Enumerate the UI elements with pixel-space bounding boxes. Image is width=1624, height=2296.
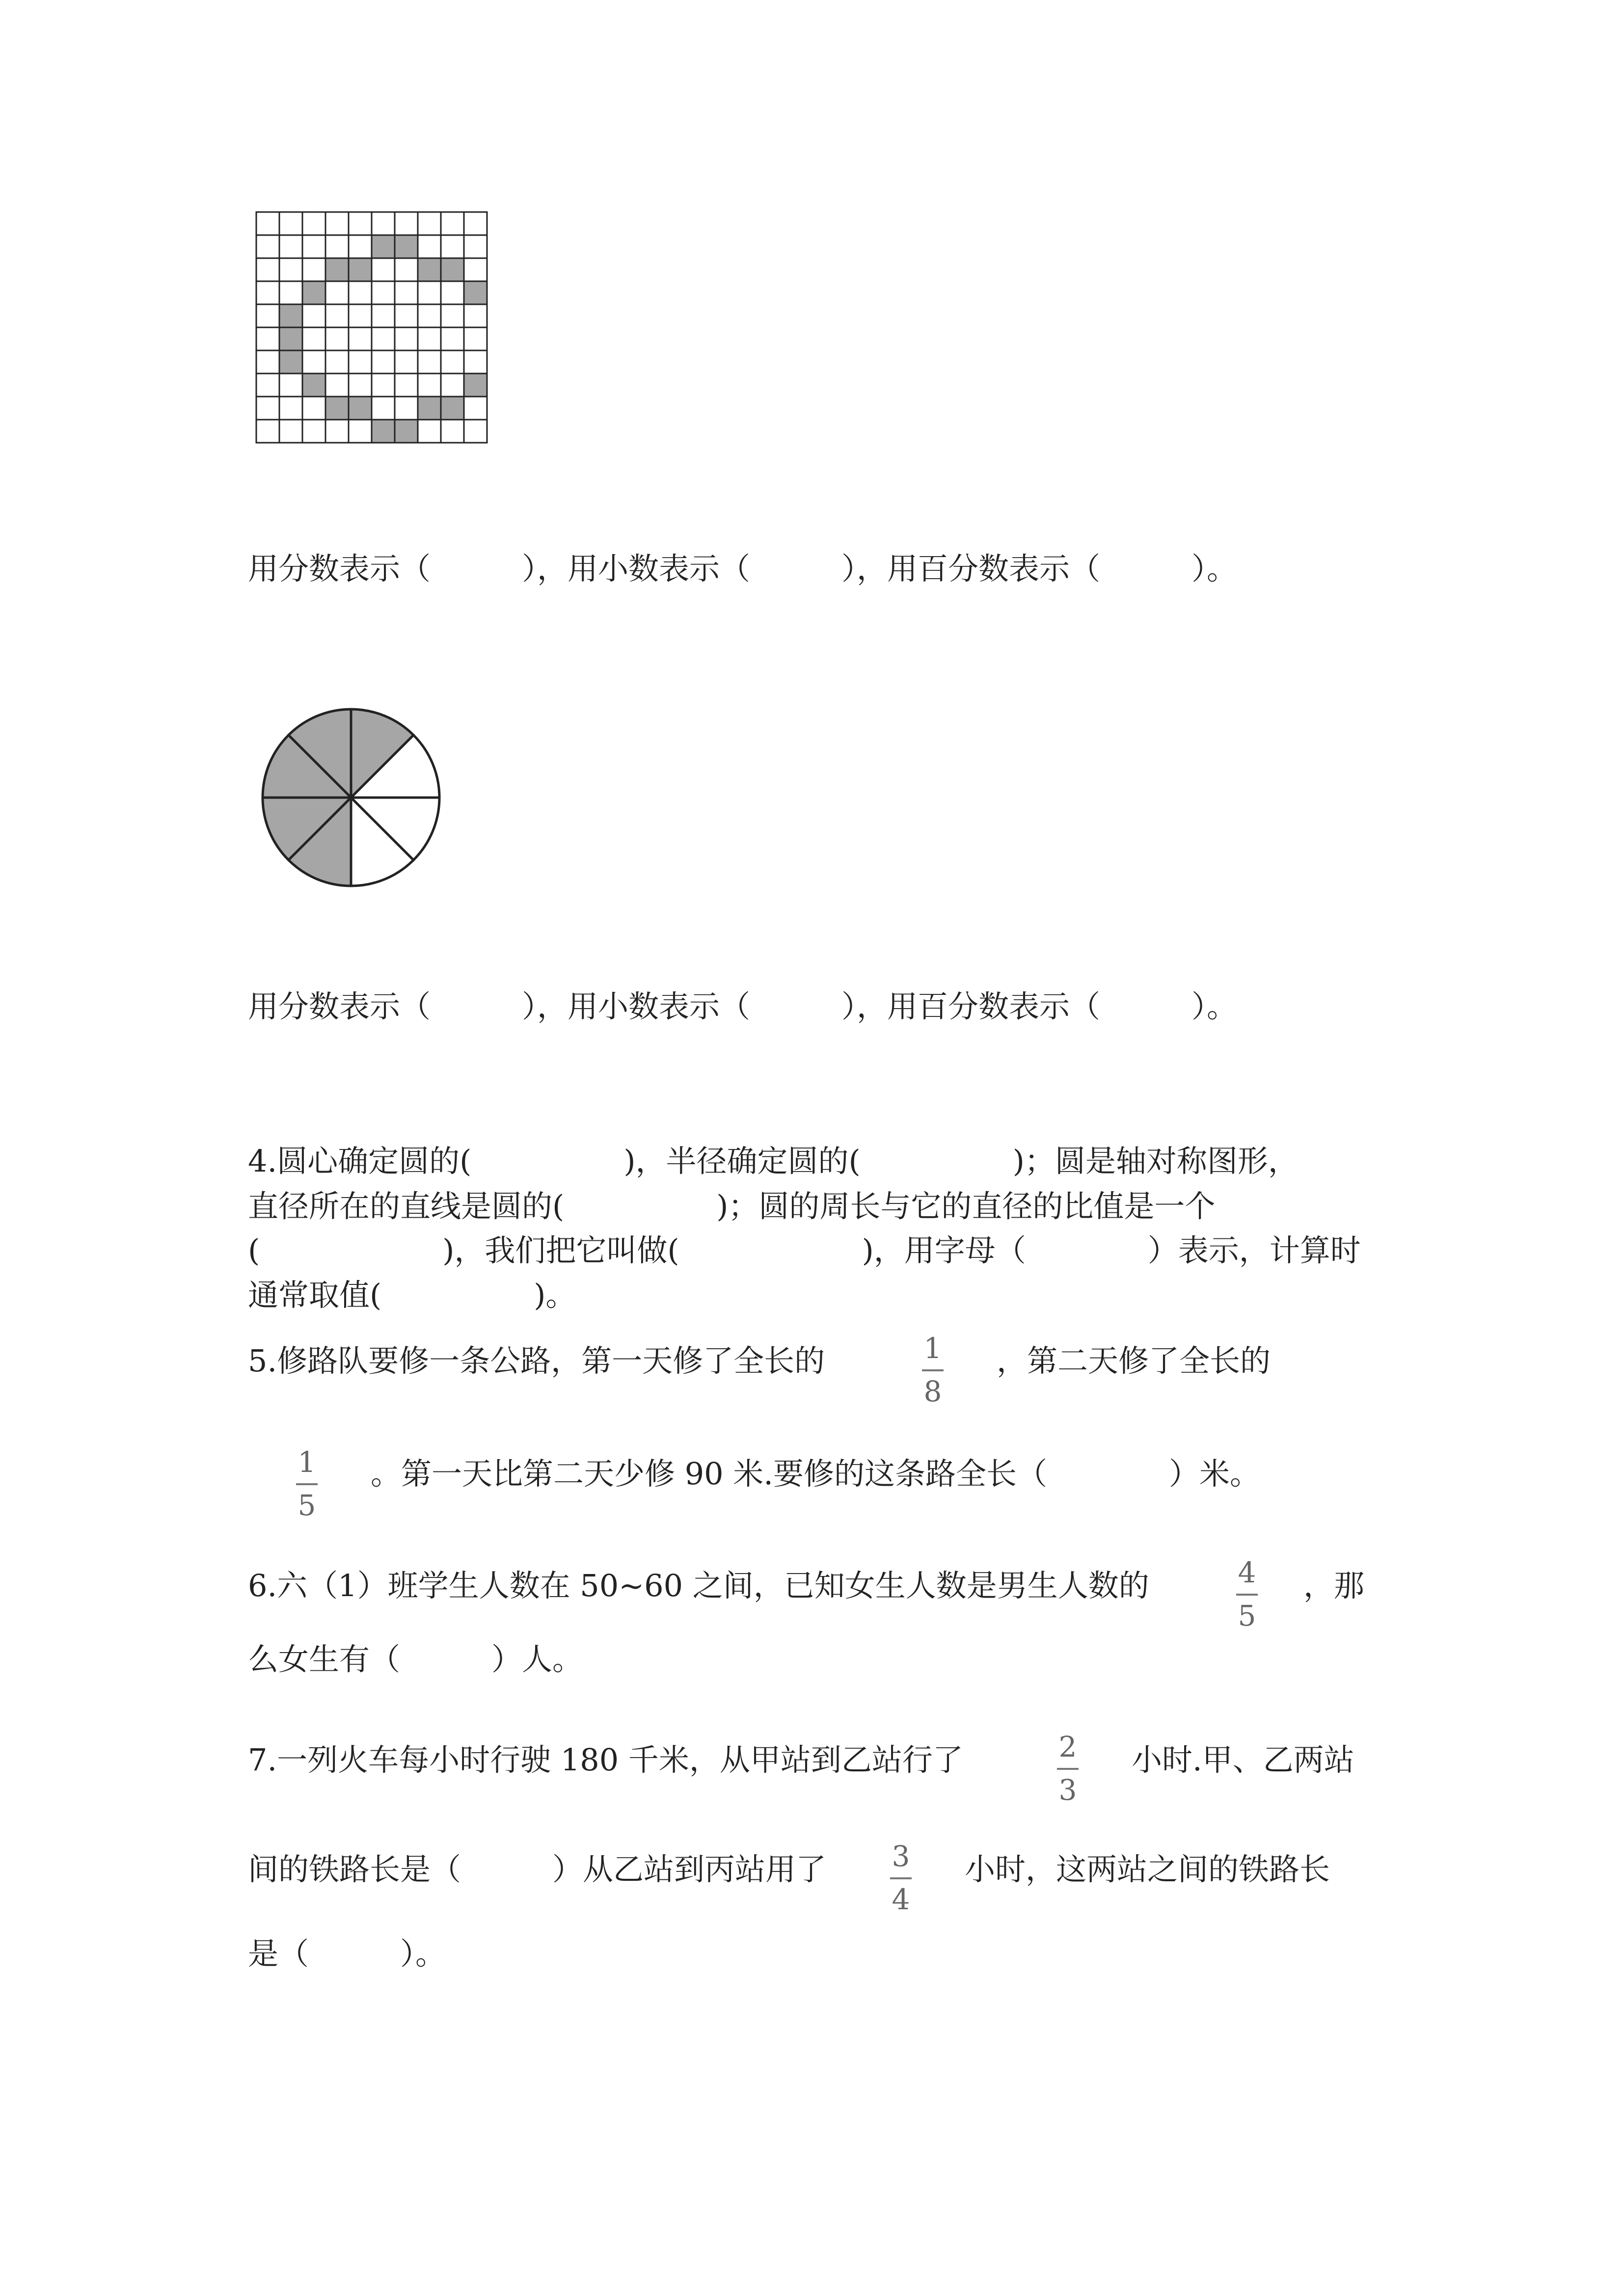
q5-fraction-1-8 [913,1334,952,1406]
grid-cell [418,235,441,258]
grid-cell-shaded [441,258,464,281]
grid-cell [302,212,325,235]
grid-cell [279,212,302,235]
grid-cell [302,258,325,281]
grid-cell [372,304,395,327]
grid-cell [279,374,302,397]
q4-line-2: 直径所在的直线是圆的( )；圆的周长与它的直径的比值是一个 [248,1188,1216,1224]
q4-line-1: 4.圆心确定圆的( )，半径确定圆的( )；圆是轴对称图形， [248,1143,1299,1179]
fraction-numerator: 3 [892,1840,910,1873]
fraction-bar [1236,1594,1258,1596]
grid-cell [372,281,395,304]
q6-fraction-4-5 [1227,1558,1267,1630]
q6-line-1a: 6.六（1）班学生人数在 50~60 之间，已知女生人数是男生人数的 [248,1568,1149,1603]
grid-cell-shaded [349,397,372,420]
grid-cell [464,212,487,235]
grid-cell [279,420,302,443]
grid-cell [372,350,395,374]
grid-cell [256,281,279,304]
grid-cell [349,212,372,235]
grid-cell [464,235,487,258]
grid-cell [395,327,418,350]
grid-cell [418,374,441,397]
grid-cell [418,281,441,304]
grid-cell [464,258,487,281]
q3-fill-blank-text: 用分数表示（ ），用小数表示（ ），用百分数表示（ ）。 [248,988,1238,1024]
grid-cell [302,304,325,327]
q4-line-3: ( )，我们把它叫做( )，用字母（ ）表示，计算时 [248,1232,1361,1268]
grid-cell [349,374,372,397]
q7-fraction-2-3 [1048,1730,1087,1807]
grid-cell-shaded [395,235,418,258]
grid-cell [372,374,395,397]
grid-cell [256,235,279,258]
grid-cell [395,212,418,235]
grid-cell [349,420,372,443]
grid-cell [441,350,464,374]
grid-cell-shaded [464,281,487,304]
fraction-numerator: 2 [1058,1730,1077,1763]
grid-cell [325,212,349,235]
grid-cell [256,304,279,327]
q6-line-2: 么女生有（ ）人。 [248,1641,583,1677]
grid-cell [441,327,464,350]
shaded-grid-figure [254,210,529,465]
grid-cell [325,235,349,258]
grid-cell [279,258,302,281]
fraction-bar [922,1369,944,1371]
grid-cell [325,350,349,374]
q6-line-1b: ，那 [1303,1568,1365,1603]
grid-cell-shaded [325,258,349,281]
grid-cell [325,374,349,397]
fraction-bar [296,1483,318,1485]
grid-cell [441,374,464,397]
grid-cell [256,327,279,350]
q7-line-2b: 小时，这两站之间的铁路长 [965,1851,1330,1887]
grid-cell-shaded [325,397,349,420]
grid-cell-shaded [302,374,325,397]
grid-cell [372,258,395,281]
grid-cell [256,258,279,281]
grid-cell [256,212,279,235]
grid-cell-shaded [279,350,302,374]
grid-cell [325,304,349,327]
grid-cell [395,304,418,327]
fraction-denominator: 5 [298,1489,316,1522]
grid-cell [279,235,302,258]
grid-cell [349,350,372,374]
q5-line-1b: ，第二天修了全长的 [997,1343,1271,1379]
grid-cell [418,420,441,443]
grid-cell [441,304,464,327]
grid-cell-shaded [372,420,395,443]
fraction-numerator: 1 [298,1445,316,1479]
grid-cell [256,397,279,420]
grid-cell [256,420,279,443]
grid-cell [372,327,395,350]
fraction-numerator: 4 [1238,1556,1256,1589]
grid-cell [302,235,325,258]
grid-cell-shaded [302,281,325,304]
grid-cell [325,281,349,304]
grid-cell [279,397,302,420]
grid-cell [302,327,325,350]
grid-cell [302,420,325,443]
grid-cell [418,304,441,327]
grid-cell [395,374,418,397]
grid-cell [441,420,464,443]
grid-cell [418,212,441,235]
grid-cell-shaded [464,374,487,397]
grid-cell [349,235,372,258]
grid-cell [279,281,302,304]
fraction-denominator: 8 [923,1375,942,1408]
grid-cell [395,281,418,304]
grid-cell [464,327,487,350]
fraction-bar [890,1877,912,1879]
q5-line-2: 。第一天比第二天少修 90 米.要修的这条路全长（ ）米。 [371,1456,1261,1492]
q5-line-1a: 5.修路队要修一条公路，第一天修了全长的 [248,1343,825,1379]
grid-cell-shaded [279,327,302,350]
q2-fill-blank-text: 用分数表示（ ），用小数表示（ ），用百分数表示（ ）。 [248,551,1238,587]
q7-line-1a: 7.一列火车每小时行驶 180 千米，从甲站到乙站行了 [248,1742,963,1778]
grid-cell-shaded [418,258,441,281]
grid-cell-shaded [418,397,441,420]
grid-cell [395,258,418,281]
grid-cell-shaded [372,235,395,258]
grid-cell [464,397,487,420]
grid-cell [372,212,395,235]
fraction-denominator: 3 [1058,1773,1077,1807]
grid-cell [349,281,372,304]
shaded-circle-figure [253,699,449,896]
grid-cell-shaded [395,420,418,443]
grid-cell [395,397,418,420]
grid-cell [464,304,487,327]
fraction-denominator: 5 [1238,1599,1256,1632]
grid-cell-shaded [279,304,302,327]
grid-cell [418,327,441,350]
grid-cell [395,350,418,374]
q7-line-1b: 小时.甲、乙两站 [1132,1742,1354,1778]
q7-fraction-3-4 [881,1842,920,1914]
grid-cell-shaded [441,397,464,420]
grid-cell-shaded [349,258,372,281]
fraction-bar [1057,1768,1079,1770]
grid-cell [441,235,464,258]
grid-cell [325,327,349,350]
grid-cell [325,420,349,443]
grid-cell [256,350,279,374]
grid-cell [464,420,487,443]
fraction-denominator: 4 [892,1883,910,1916]
q7-line-2a: 间的铁路长是（ ）从乙站到丙站用了 [248,1851,827,1887]
grid-cell [256,374,279,397]
grid-cell [418,350,441,374]
grid-cell [349,327,372,350]
q5-fraction-1-5 [287,1445,326,1522]
grid-cell [441,281,464,304]
grid-cell [372,397,395,420]
grid-cell [441,212,464,235]
grid-cell [302,350,325,374]
q7-line-3: 是（ ）。 [248,1936,446,1972]
grid-cell [464,350,487,374]
fraction-numerator: 1 [923,1332,942,1365]
grid-cell [349,304,372,327]
q4-line-4: 通常取值( )。 [248,1277,576,1313]
grid-cell [302,397,325,420]
